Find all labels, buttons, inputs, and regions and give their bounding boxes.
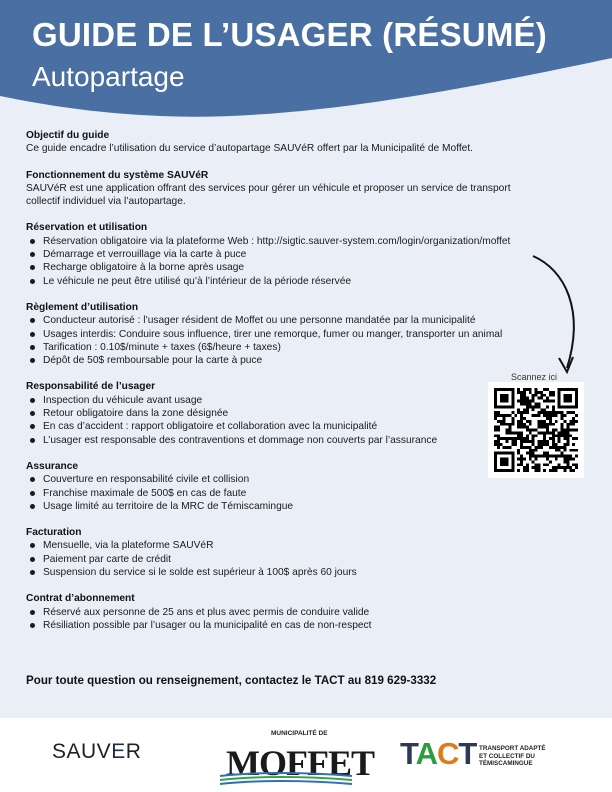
section-contrat [26, 592, 546, 632]
section-heading: Responsabilité de l’usager [26, 381, 156, 393]
footer [0, 718, 612, 792]
section-facturation [26, 526, 546, 579]
bullet-list [26, 235, 546, 288]
section-heading: Objectif du guide [26, 130, 110, 141]
bullet-list [26, 314, 546, 367]
section-text: SAUVéR est une application offrant des services pour gérer un véhicule et proposer un service de transport collectif individuel via l’autopartage. [26, 182, 511, 208]
contact-line: Pour toute question ou renseignement, contactez le TACT au 819 629-3332 [26, 674, 437, 687]
guide-content [26, 129, 546, 645]
list-item: Franchise maximale de 500$ en cas de faute [26, 487, 546, 500]
list-item: Couverture en responsabilité civile et collision [26, 473, 546, 486]
section-heading: Réservation et utilisation [26, 222, 148, 234]
tact-desc-line: ET COLLECTIF DU [479, 752, 535, 760]
tact-letter-t2: T [458, 736, 477, 771]
tact-desc-line: TRANSPORT ADAPTÉ [479, 745, 546, 752]
list-item: Le véhicule ne peut être utilisé qu’à l’intérieur de la période réservée [26, 275, 546, 288]
curved-arrow-icon [525, 250, 585, 380]
list-item: Tarification : 0.10$/minute + taxes (6$/heure + taxes) [26, 341, 546, 354]
section-text: Ce guide encadre l’utilisation du service d’autopartage SAUVéR offert par la Municipalité de Moffet. [26, 143, 473, 155]
bullet-list [26, 473, 546, 513]
list-item: Usage limité au territoire de la MRC de Témiscamingue [26, 500, 546, 513]
list-item: Suspension du service si le solde est supérieur à 100$ après 60 jours [26, 566, 546, 579]
section-fonctionnement [26, 169, 546, 209]
list-item: Réservation obligatoire via la plateforme Web : http://sigtic.sauver-system.com/login/organization/moffet [26, 235, 546, 248]
section-heading: Fonctionnement du système SAUVéR [26, 169, 209, 181]
section-assurance [26, 460, 546, 513]
sauver-logo-v: E [111, 740, 126, 763]
sauver-logo[interactable] [52, 740, 141, 764]
section-heading: Facturation [26, 527, 82, 539]
tact-letter-t: T [400, 736, 416, 771]
bullet-list [26, 606, 546, 633]
qr-code-icon [494, 388, 578, 472]
list-item: Recharge obligatoire à la borne après usage [26, 261, 546, 274]
section-reservation [26, 221, 546, 287]
list-item: Conducteur autorisé : l’usager résident de Moffet ou une personne mandatée par la municipalité [26, 314, 546, 327]
list-item: Résiliation possible par l’usager ou la municipalité en cas de non-respect [26, 619, 546, 632]
list-item: En cas d’accident : rapport obligatoire et collaboration avec la municipalité [26, 420, 546, 433]
section-heading: Contrat d’abonnement [26, 593, 135, 605]
tact-letter-a: A [415, 736, 438, 771]
sauver-logo-prefix: SAUV [52, 740, 112, 763]
moffet-logo[interactable] [216, 728, 374, 786]
section-responsabilite [26, 380, 546, 446]
list-item: Dépôt de 50$ remboursable pour la carte à puce [26, 354, 546, 367]
section-objectif [26, 129, 546, 156]
qr-code[interactable] [488, 382, 584, 478]
section-reglement [26, 301, 546, 367]
sauver-logo-suffix: R [125, 740, 142, 763]
section-heading: Assurance [26, 460, 79, 472]
list-item: Usages interdis: Conduire sous influence, tirer une remorque, fumer ou manger, transporter un animal [26, 328, 546, 341]
tact-logo[interactable] [400, 736, 580, 776]
list-item: Paiement par carte de crédit [26, 553, 546, 566]
bullet-list [26, 394, 546, 447]
list-item: Mensuelle, via la plateforme SAUVéR [26, 539, 546, 552]
qr-label: Scannez ici [511, 372, 558, 382]
moffet-logo-name: MOFFET [226, 743, 374, 783]
list-item: Retour obligatoire dans la zone désignée [26, 407, 546, 420]
list-item: Inspection du véhicule avant usage [26, 394, 546, 407]
list-item: Démarrage et verrouillage via la carte à puce [26, 248, 546, 261]
tact-logo-mark [400, 736, 476, 772]
page-subtitle: Autopartage [32, 61, 185, 92]
list-item: L’usager est responsable des contraventions et dommage non couverts par l’assurance [26, 434, 546, 447]
tact-letter-c: C [437, 736, 459, 771]
tact-desc-line: TÉMISCAMINGUE [479, 760, 533, 768]
moffet-logo-small: MUNICIPALITÉ DE [271, 730, 328, 737]
tact-logo-description [479, 745, 546, 768]
page-title: GUIDE DE L’USAGER (RÉSUMÉ) [32, 16, 547, 53]
bullet-list [26, 539, 546, 579]
wave-lines-icon [216, 772, 356, 786]
list-item: Réservé aux personne de 25 ans et plus avec permis de conduire valide [26, 606, 546, 619]
section-heading: Règlement d’utilisation [26, 301, 139, 313]
